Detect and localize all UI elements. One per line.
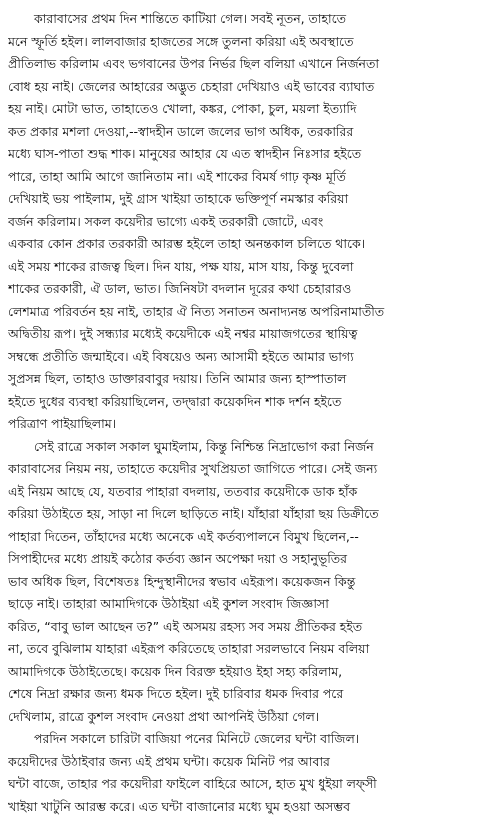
text-line: কারাবাসের প্রথম দিন শান্তিতে কাটিয়া গেল। সবই নূতন, তাহাতে xyxy=(8,8,472,31)
text-line: করিয়া উঠাইতে হয়, সাড়া না দিলে ছাড়িতে নাই। যাঁহারা যাঁহারা ছয় ডিক্রীতে xyxy=(8,503,472,526)
text-line: এই নিয়ম আছে যে, যতবার পাহারা বদলায়, ততবার কয়েদীকে ডাক হাঁক xyxy=(8,481,472,504)
text-line: কয়েদীদের উঠাইবার জন্য এই প্রথম ঘন্টা। কয়েক মিনিট পর আবার xyxy=(8,751,472,774)
text-line: না, তবে বুঝিলাম যাহারা এইরূপ করিতেছে তাহারা সরলভাবে নিয়ম বলিয়া xyxy=(8,638,472,661)
text-line: শাকের তরকারী, ঐ ডাল, ভাত। জিনিষটা বদলান দূরের কথা চেহারারও xyxy=(8,278,472,301)
text-line: বর্জন করিলাম। সকল কয়েদীর ভাগ্যে একই তরকারী জোটে, এবং xyxy=(8,211,472,234)
text-line: দেখিয়াই ভয় পাইলাম, দুই গ্রাস খাইয়া তাহাকে ভক্তিপূর্ণ নমস্কার করিয়া xyxy=(8,188,472,211)
text-line: পাহারা দিতেন, তাঁহাদের মধ্যে অনেকে এই কর্তব্যপালনে বিমুখ ছিলেন,-- xyxy=(8,526,472,549)
text-line: সেই রাত্রে সকাল সকাল ঘুমাইলাম, কিন্তু নিশ্চিন্ত নিদ্রাভোগ করা নির্জন xyxy=(8,436,472,459)
text-line: পারে, তাহা আমি আগে জানিতাম না। এই শাকের বিমর্ষ গাঢ় কৃষ্ণ মূর্তি xyxy=(8,166,472,189)
text-line: প্রীতিলাভ করিলাম এবং ভগবানের উপর নির্ভর ছিল বলিয়া এখানে নির্জনতা xyxy=(8,53,472,76)
text-line: হয় নাই। মোটা ভাত, তাহাতেও খোলা, কঙ্কর, পোকা, চুল, ময়লা ইত্যাদি xyxy=(8,98,472,121)
text-line: এই সময় শাকের রাজত্ব ছিল। দিন যায়, পক্ষ যায়, মাস যায়, কিন্তু দুবেলা xyxy=(8,256,472,279)
text-line: ঘন্টা বাজে, তাহার পর কয়েদীরা ফাইলে বাহিরে আসে, হাত মুখ ধুইয়া লফ্সী xyxy=(8,773,472,796)
paragraph xyxy=(8,436,472,729)
text-line: মধ্যে ঘাস-পাতা শুদ্ধ শাক। মানুষের আহার যে এত স্বাদহীন নিঃসার হইতে xyxy=(8,143,472,166)
text-line: মনে স্ফূর্তি হইল। লালবাজার হাজতের সঙ্গে তুলনা করিয়া এই অবস্থাতে xyxy=(8,31,472,54)
text-line: খাইয়া খাটুনি আরম্ভ করে। এত ঘন্টা বাজানোর মধ্যে ঘুম হওয়া অসম্ভব xyxy=(8,796,472,818)
text-line: কত প্রকার মশলা দেওয়া,--স্বাদহীন ডালে জলের ভাগ অধিক, তরকারির xyxy=(8,121,472,144)
paragraph xyxy=(8,8,472,436)
text-line: একবার কোন প্রকার তরকারী আরম্ভ হইলে তাহা অনন্তকাল চলিতে থাকে। xyxy=(8,233,472,256)
text-line: করিত, “বাবু ভাল আছেন ত?” এই অসময় রহস্য সব সময় প্রীতিকর হইত xyxy=(8,616,472,639)
paragraph xyxy=(8,728,472,818)
text-line: পরিত্রাণ পাইয়াছিলাম। xyxy=(8,413,472,436)
text-line: অদ্বিতীয় রূপ। দুই সন্ধ্যার মধ্যেই কয়েদীকে এই নশ্বর মায়াজগতের স্থায়িত্ব xyxy=(8,323,472,346)
text-line: পরদিন সকালে চারিটা বাজিয়া পনের মিনিটে জেলের ঘন্টা বাজিল। xyxy=(8,728,472,751)
text-line: কারাবাসের নিয়ম নয়, তাহাতে কয়েদীর সুখপ্রিয়তা জাগিতে পারে। সেই জন্য xyxy=(8,458,472,481)
text-line: ছাড়ে নাই। তাহারা আমাদিগকে উঠাইয়া এই কুশল সংবাদ জিজ্ঞাসা xyxy=(8,593,472,616)
text-line: বোধ হয় নাই। জেলের আহারের অদ্ভুত চেহারা দেখিয়াও এই ভাবের ব্যাঘাত xyxy=(8,76,472,99)
text-line: লেশমাত্র পরিবর্তন হয় নাই, তাহার ঐ নিত্য সনাতন অনাদ্যনন্ত অপরিনামাতীত xyxy=(8,301,472,324)
text-line: সুপ্রসন্ন ছিল, তাহাও ডাক্তারবাবুর দয়ায়। তিনি আমার জন্য হাস্পাতাল xyxy=(8,368,472,391)
text-line: দেখিলাম, রাত্রে কুশল সংবাদ নেওয়া প্রথা আপনিই উঠিয়া গেল। xyxy=(8,706,472,729)
text-line: হইতে দুধের ব্যবস্থা করিয়াছিলেন, তদ্দ্বারা কয়েকদিন শাক দর্শন হইতে xyxy=(8,391,472,414)
document-body xyxy=(8,8,472,818)
text-line: সম্বন্ধে প্রতীতি জন্মাইবে। এই বিষয়েও অন্য আসামী হইতে আমার ভাগ্য xyxy=(8,346,472,369)
text-line: ভাব অধিক ছিল, বিশেষতঃ হিন্দুস্থানীদের স্বভাব এইরূপ। কয়েকজন কিন্তু xyxy=(8,571,472,594)
text-line: শেষে নিদ্রা রক্ষার জন্য ধমক দিতে হইল। দুই চারিবার ধমক দিবার পরে xyxy=(8,683,472,706)
text-line: আমাদিগকে উঠাইতেছে। কয়েক দিন বিরক্ত হইয়াও ইহা সহ্য করিলাম, xyxy=(8,661,472,684)
text-line: সিপাহীদের মধ্যে প্রায়ই কঠোর কর্তব্য জ্ঞান অপেক্ষা দয়া ও সহানুভূতির xyxy=(8,548,472,571)
